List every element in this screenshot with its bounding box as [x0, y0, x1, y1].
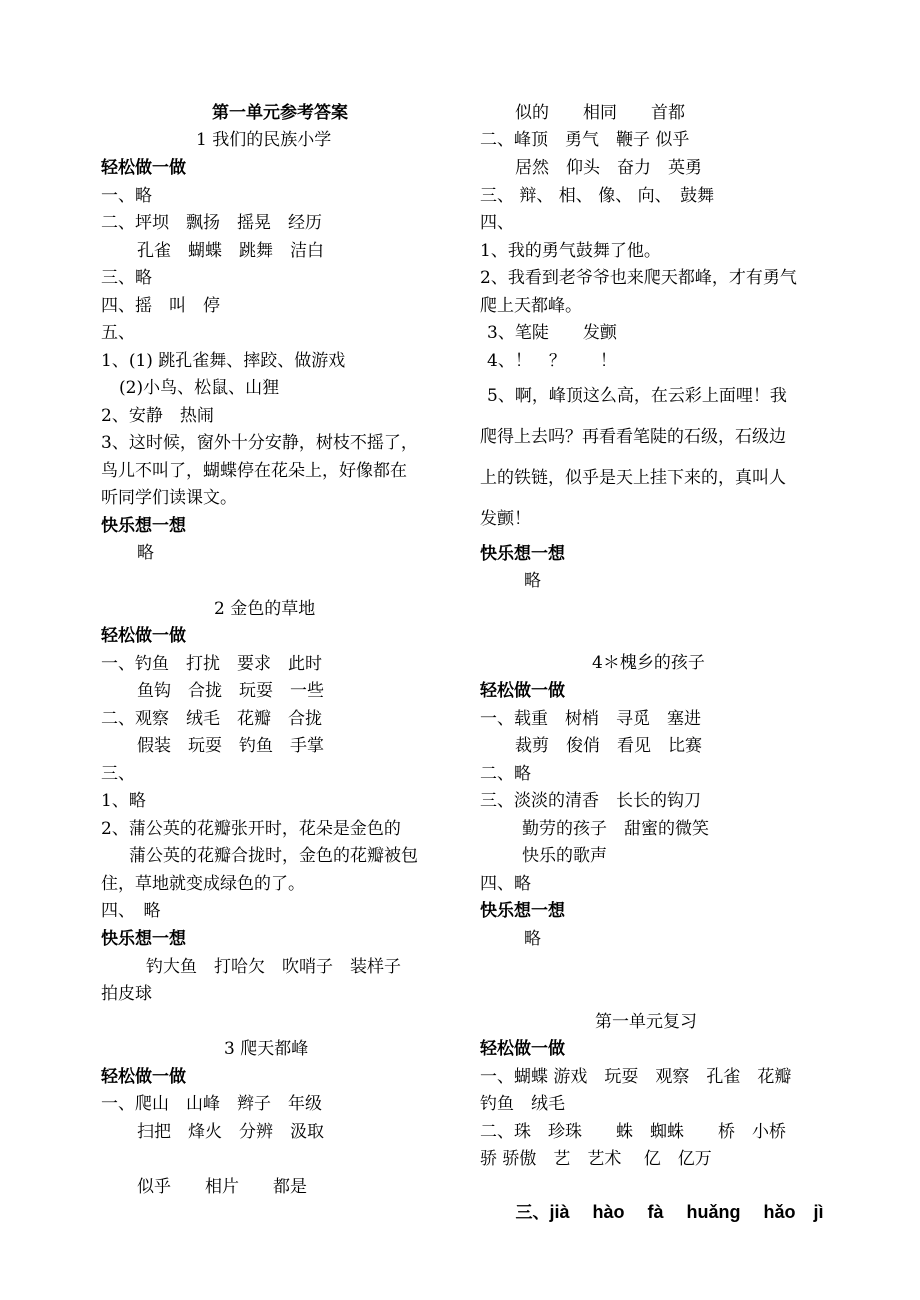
answer-line: 3、这时候，窗外十分安静，树枝不摇了，	[101, 433, 418, 453]
lesson-1-heading: 1 我们的民族小学	[196, 130, 332, 150]
answer-line: 蒲公英的花瓣合拢时，金色的花瓣被包	[129, 846, 418, 866]
answer-line: 2、安静 热闹	[101, 406, 214, 426]
answer-line: 四、 略	[101, 901, 161, 921]
answer-line: 1、(1) 跳孔雀舞、摔跤、做游戏	[101, 351, 346, 371]
lesson-4-heading: 4＊槐乡的孩子	[592, 653, 705, 673]
answer-line: (2)小鸟、松鼠、山狸	[119, 378, 280, 398]
answer-line: 五、	[101, 323, 135, 343]
answer-line: 孔雀 蝴蝶 跳舞 洁白	[137, 241, 324, 261]
answer-line: 一、略	[101, 186, 152, 206]
lesson-3-heading: 3 爬天都峰	[224, 1039, 309, 1059]
answer-line: 1、我的勇气鼓舞了他。	[480, 241, 661, 261]
answer-line: 似的 相同 首都	[515, 103, 685, 123]
answer-line: 3、笔陡 发颤	[487, 323, 617, 343]
lesson-2-heading: 2 金色的草地	[214, 599, 316, 619]
answer-line: 5、啊，峰顶这么高，在云彩上面哩！我	[487, 386, 787, 406]
answer-line: 一、爬山 山峰 辫子 年级	[101, 1094, 322, 1114]
answer-line: 上的铁链，似乎是天上挂下来的，真叫人	[480, 468, 786, 488]
page-title: 第一单元参考答案	[212, 103, 348, 123]
answer-line: 鱼钩 合拢 玩耍 一些	[137, 681, 324, 701]
lesson-4-part-easy: 轻松做一做	[480, 681, 565, 701]
review-part-easy: 轻松做一做	[480, 1039, 565, 1059]
answer-line: 一、蝴蝶 游戏 玩耍 观察 孔雀 花瓣	[480, 1067, 792, 1087]
answer-line: 二、峰顶 勇气 鞭子 似乎	[480, 130, 690, 150]
answer-line: 1、略	[101, 791, 146, 811]
answer-line: 三、	[101, 764, 135, 784]
review-heading: 第一单元复习	[595, 1012, 697, 1032]
answer-line: 三、略	[101, 268, 152, 288]
answer-line: 二、观察 绒毛 花瓣 合拢	[101, 709, 322, 729]
answer-line: 拍皮球	[101, 984, 152, 1004]
answer-line: 四、略	[480, 874, 531, 894]
answer-line: 四、	[480, 213, 514, 233]
answer-line: 假装 玩耍 钓鱼 手掌	[137, 736, 324, 756]
answer-line: 4、！ ？ ！	[487, 351, 617, 371]
answer-line: 骄 骄傲 艺 艺术 亿 亿万	[480, 1149, 712, 1169]
lesson-1-part-think: 快乐想一想	[101, 516, 186, 536]
answer-line: 快乐的歌声	[522, 846, 607, 866]
answer-line: 2、我看到老爷爷也来爬天都峰，才有勇气	[480, 268, 797, 288]
answer-line: 钓大鱼 打哈欠 吹哨子 装样子	[146, 957, 401, 977]
answer-line: 鸟儿不叫了，蝴蝶停在花朵上，好像都在	[101, 461, 407, 481]
answer-line: 三、 辩、 相、 像、 向、 鼓舞	[480, 186, 715, 206]
answer-line: 住，草地就变成绿色的了。	[101, 874, 305, 894]
answer-line: 听同学们读课文。	[101, 488, 237, 508]
answer-line: 二、珠 珍珠 蛛 蜘蛛 桥 小桥	[480, 1122, 786, 1142]
answer-line: 四、摇 叫 停	[101, 296, 220, 316]
answer-line: 一、钓鱼 打扰 要求 此时	[101, 654, 322, 674]
lesson-3-part-easy: 轻松做一做	[101, 1067, 186, 1087]
answer-line: 居然 仰头 奋力 英勇	[515, 158, 702, 178]
answer-line: 二、坪坝 飘扬 摇晃 经历	[101, 213, 322, 233]
lesson-2-part-think: 快乐想一想	[101, 929, 186, 949]
lesson-4-part-think: 快乐想一想	[480, 901, 565, 921]
answer-line: 扫把 烽火 分辨 汲取	[137, 1122, 324, 1142]
answer-line: 二、略	[480, 764, 531, 784]
answer-line: 爬上天都峰。	[480, 296, 582, 316]
answer-line: 勤劳的孩子 甜蜜的微笑	[522, 819, 709, 839]
lesson-1-part-easy: 轻松做一做	[101, 158, 186, 178]
answer-line: 三、淡淡的清香 长长的钩刀	[480, 791, 701, 811]
answer-line: 裁剪 俊俏 看见 比赛	[515, 736, 702, 756]
lesson-3-part-think: 快乐想一想	[480, 544, 565, 564]
answer-line: 发颤！	[480, 509, 531, 529]
answer-line: 钓鱼 绒毛	[480, 1094, 565, 1114]
answer-line: 一、载重 树梢 寻觅 塞进	[480, 709, 701, 729]
answer-number: 三、	[515, 1203, 550, 1223]
answer-line: 2、蒲公英的花瓣张开时，花朵是金色的	[101, 819, 401, 839]
answer-line: 略	[137, 543, 154, 563]
answer-line: 爬得上去吗？再看看笔陡的石级，石级边	[480, 427, 786, 447]
answer-line	[480, 1176, 824, 1249]
answer-line: 似乎 相片 都是	[137, 1177, 307, 1197]
answer-line: 略	[524, 929, 541, 949]
pinyin-answers: jià hào fà huǎng hǎo jì	[549, 1202, 824, 1222]
answer-line: 略	[524, 571, 541, 591]
lesson-2-part-easy: 轻松做一做	[101, 626, 186, 646]
